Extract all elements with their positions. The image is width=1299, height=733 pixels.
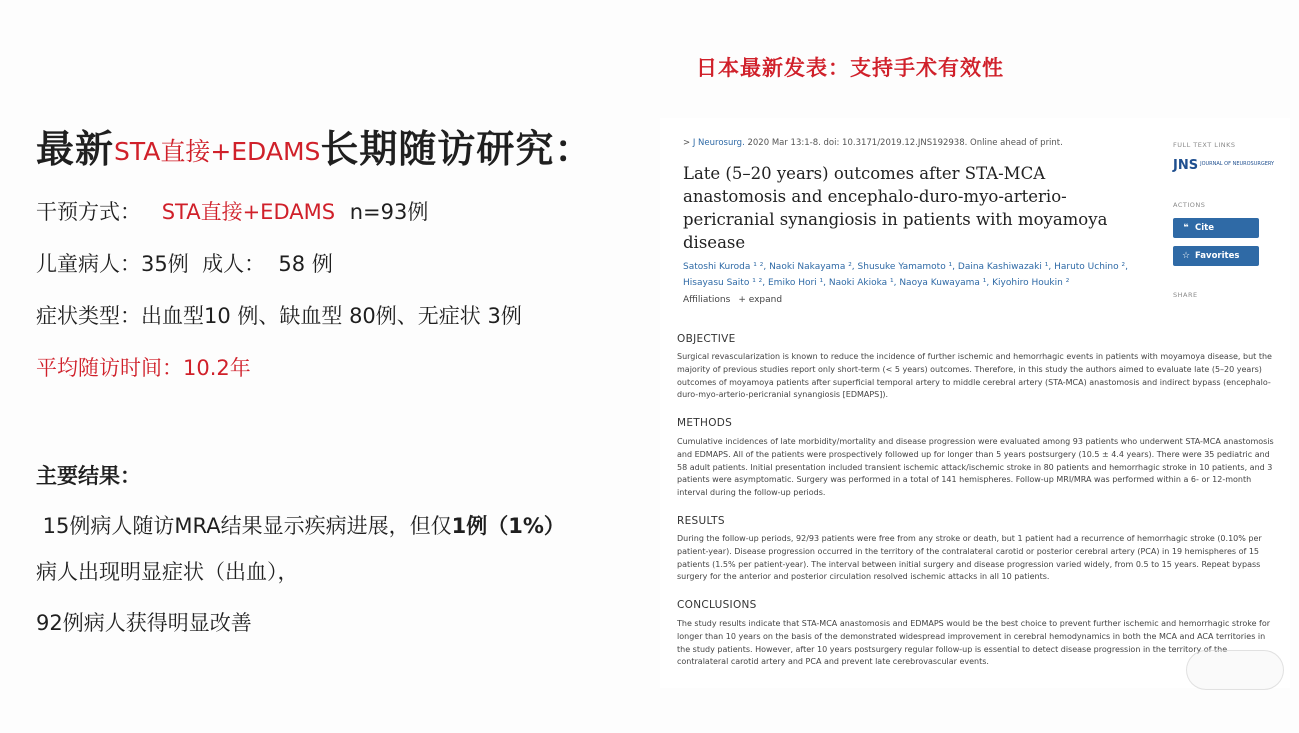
citation-line bbox=[683, 138, 1063, 148]
symptoms-line: 症状类型：出血型10 例、缺血型 80例、无症状 3例 bbox=[36, 304, 522, 328]
actions-label: ACTIONS bbox=[1173, 201, 1206, 209]
jns-logo-small: JOURNAL OF NEUROSURGERY bbox=[1200, 161, 1275, 167]
article-screenshot bbox=[660, 118, 1290, 688]
share-label: SHARE bbox=[1173, 291, 1198, 299]
objective-text: Surgical revascularization is known to reduce the incidence of further ischemic and hemorrhagic events in patients with moyamoya disease, but the majority of previous studies report only short-term (< 5 years) outcomes. Therefore, in this study the authors aimed to evaluate late (5–20 years) outcomes of moyamoya patients after superficial temporal artery to middle cerebral artery (STA-MCA) anastomosis and indirect bypass (encephalo-duro-myo-arterio-pericranial synangiosis [EDMAPS]). bbox=[677, 352, 1272, 400]
methods-heading: METHODS bbox=[677, 417, 733, 429]
cite-button[interactable] bbox=[1173, 218, 1259, 238]
affiliations[interactable] bbox=[683, 295, 782, 305]
jns-logo[interactable] bbox=[1173, 158, 1274, 173]
results-text: During the follow-up periods, 92/93 patients were free from any stroke or death, but 1 patient had a recurrence of hemorrhagic stroke (0.10% per patient-year). Disease progression occurred in the territory of the contralateral carotid or posterior cerebral artery (PCA) in 19 hemispheres of 15 patients (1.5% per patient-year). The interval between initial surgery and disease progression varied widely, from 0.5 to 15 years. Repeat bypass surgery for the anterior and posterior circulation resolved ischemic attacks in all 10 patients. bbox=[677, 534, 1262, 582]
conclusions-text: The study results indicate that STA-MCA anastomosis and EDMAPS would be the best choice to prevent further ischemic and hemorrhagic stroke for longer than 10 years on the basis of the demonstrated widespread improvement in cerebral hemodynamics in both the MCA and ACA territories in the study patients. However, after 10 years postsurgery regular follow-up is essential to detect disease progression in the territory of the contralateral carotid artery and PCA and prevent late cerebrovascular events. bbox=[677, 619, 1271, 667]
objective-heading: OBJECTIVE bbox=[677, 333, 736, 345]
expand-link[interactable]: + expand bbox=[738, 295, 783, 305]
results-heading: 主要结果： bbox=[36, 464, 141, 488]
article-title: Late (5–20 years) outcomes after STA-MCA anastomosis and encephalo-duro-myo-arterio-pericranial synangiosis in patients with moyamoya disease bbox=[683, 164, 1108, 252]
result-line-1 bbox=[36, 510, 565, 540]
chevron-right-icon: > bbox=[683, 138, 691, 148]
watermark-badge bbox=[1186, 650, 1284, 690]
author-list[interactable]: Satoshi Kuroda ¹ ², Naoki Nakayama ², Shusuke Yamamoto ¹, Daina Kashiwazaki ¹, Haruto Uchino ², Hisayasu Saito ¹ ², Emiko Hori ¹, Naoki Akioka ¹, Naoya Kuwayama ¹, Kiyohiro Houkin ² bbox=[683, 262, 1128, 288]
title-part2: STA直接+EDAMS bbox=[114, 137, 321, 166]
star-icon: ☆ bbox=[1181, 251, 1191, 261]
result-line-3: 92例病人获得明显改善 bbox=[36, 611, 252, 635]
cite-label: Cite bbox=[1195, 223, 1214, 233]
journal-link[interactable]: J Neurosurg. bbox=[692, 138, 745, 148]
banner-text: 日本最新发表：支持手术有效性 bbox=[696, 56, 1004, 80]
favorites-button[interactable] bbox=[1173, 246, 1259, 266]
intervention-line bbox=[36, 196, 428, 226]
result-line-2: 病人出现明显症状（出血）， bbox=[36, 560, 299, 584]
intervention-value: STA直接+EDAMS bbox=[161, 200, 336, 224]
conclusions-heading: CONCLUSIONS bbox=[677, 599, 757, 611]
result1-text: 15例病人随访MRA结果显示疾病进展，但仅 bbox=[36, 514, 452, 538]
title-part1: 最新 bbox=[36, 127, 115, 171]
citation-rest: 2020 Mar 13:1-8. doi: 10.3171/2019.12.JNS192938. Online ahead of print. bbox=[744, 138, 1063, 148]
methods-text: Cumulative incidences of late morbidity/mortality and disease progression were evaluated among 93 patients who underwent STA-MCA anastomosis and EDMAPS. All of the patients were prospectively followed up for longer than 5 years postsurgery (10.5 ± 4.4 years). There were 35 pediatric and 58 adult patients. Initial presentation included transient ischemic attack/ischemic stroke in 80 patients and hemorrhagic stroke in 10 patients, and 3 patients were asymptomatic. Surgery was performed in a total of 141 hemispheres. Follow-up MRI/MRA was performed within a 6- or 12-month interval during the follow-up periods. bbox=[677, 437, 1274, 498]
patients-line: 儿童病人：35例 成人： 58 例 bbox=[36, 252, 333, 276]
full-text-links-label: FULL TEXT LINKS bbox=[1173, 141, 1236, 149]
favorites-label: Favorites bbox=[1195, 251, 1240, 261]
affiliations-label: Affiliations bbox=[683, 295, 731, 305]
result1-bold: 1例（1%） bbox=[451, 514, 565, 538]
title-part3: 长期随访研究： bbox=[320, 127, 594, 171]
results-heading-article: RESULTS bbox=[677, 515, 725, 527]
followup-line: 平均随访时间：10.2年 bbox=[36, 356, 251, 380]
quote-icon: ❝ bbox=[1183, 223, 1189, 233]
intervention-label: 干预方式： bbox=[36, 200, 141, 224]
slide-title bbox=[36, 118, 656, 173]
jns-logo-text: JNS bbox=[1173, 158, 1199, 173]
intervention-n: n=93例 bbox=[349, 200, 429, 224]
